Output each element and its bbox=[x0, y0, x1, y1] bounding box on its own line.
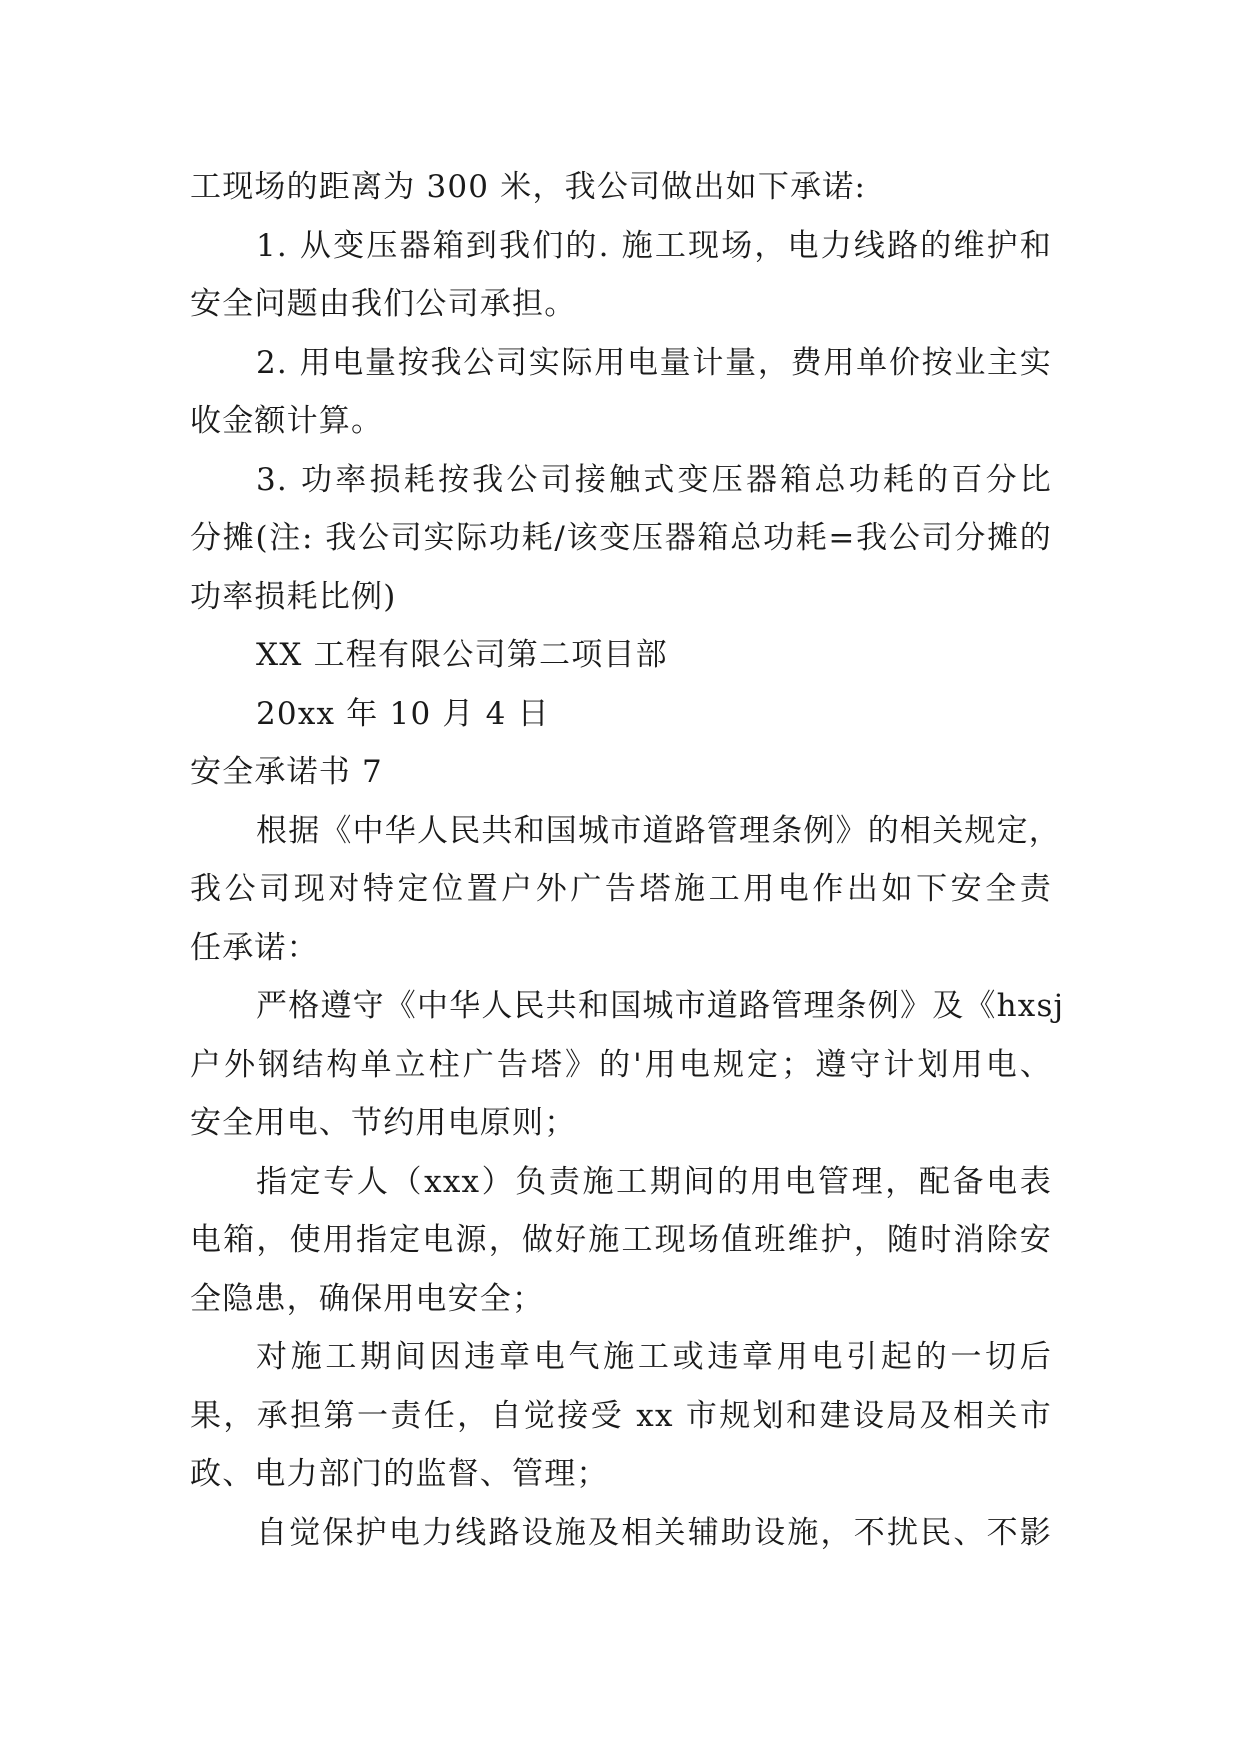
document-body bbox=[190, 158, 1065, 1562]
text-line: 安全用电、节约用电原则； bbox=[190, 1105, 577, 1141]
text-line: 自觉保护电力线路设施及相关辅助设施，不扰民、不影 bbox=[256, 1514, 1052, 1551]
text-line: 对施工期间因违章电气施工或违章用电引起的一切后 bbox=[256, 1339, 1052, 1375]
text-line: 分摊(注: 我公司实际功耗/该变压器箱总功耗=我公司分摊的 bbox=[190, 520, 1052, 556]
text-line: 2. 用电量按我公司实际用电量计量，费用单价按业主实 bbox=[256, 344, 1052, 381]
text-line: 根据《中华人民共和国城市道路管理条例》的相关规定， bbox=[256, 812, 1061, 849]
text-line: 功率损耗比例) bbox=[190, 578, 397, 615]
text-line: 严格遵守《中华人民共和国城市道路管理条例》及《hxsj bbox=[256, 988, 1065, 1024]
text-line: 我公司现对特定位置户外广告塔施工用电作出如下安全责 bbox=[190, 871, 1052, 907]
text-line: 果，承担第一责任，自觉接受 xx 市规划和建设局及相关市 bbox=[190, 1397, 1052, 1434]
signature-date: 20xx 年 10 月 4 日 bbox=[256, 695, 550, 732]
text-line: 户外钢结构单立柱广告塔》的'用电规定；遵守计划用电、 bbox=[190, 1046, 1052, 1083]
text-line: 3. 功率损耗按我公司接触式变压器箱总功耗的百分比 bbox=[256, 461, 1052, 498]
text-line: 任承诺： bbox=[190, 929, 319, 966]
text-line: 安全问题由我们公司承担。 bbox=[190, 286, 577, 322]
text-line: 1. 从变压器箱到我们的. 施工现场，电力线路的维护和 bbox=[256, 227, 1052, 264]
text-line: 指定专人（xxx）负责施工期间的用电管理，配备电表 bbox=[256, 1163, 1052, 1200]
text-line: 电箱，使用指定电源，做好施工现场值班维护，随时消除安 bbox=[190, 1222, 1052, 1258]
text-line: 收金额计算。 bbox=[190, 403, 384, 439]
signature-company: XX 工程有限公司第二项目部 bbox=[256, 637, 668, 673]
text-line: 全隐患，确保用电安全； bbox=[190, 1280, 545, 1317]
text-line: 工现场的距离为 300 米，我公司做出如下承诺: bbox=[190, 169, 867, 205]
text-line: 政、电力部门的监督、管理； bbox=[190, 1456, 609, 1492]
section-heading: 安全承诺书 7 bbox=[190, 754, 383, 790]
